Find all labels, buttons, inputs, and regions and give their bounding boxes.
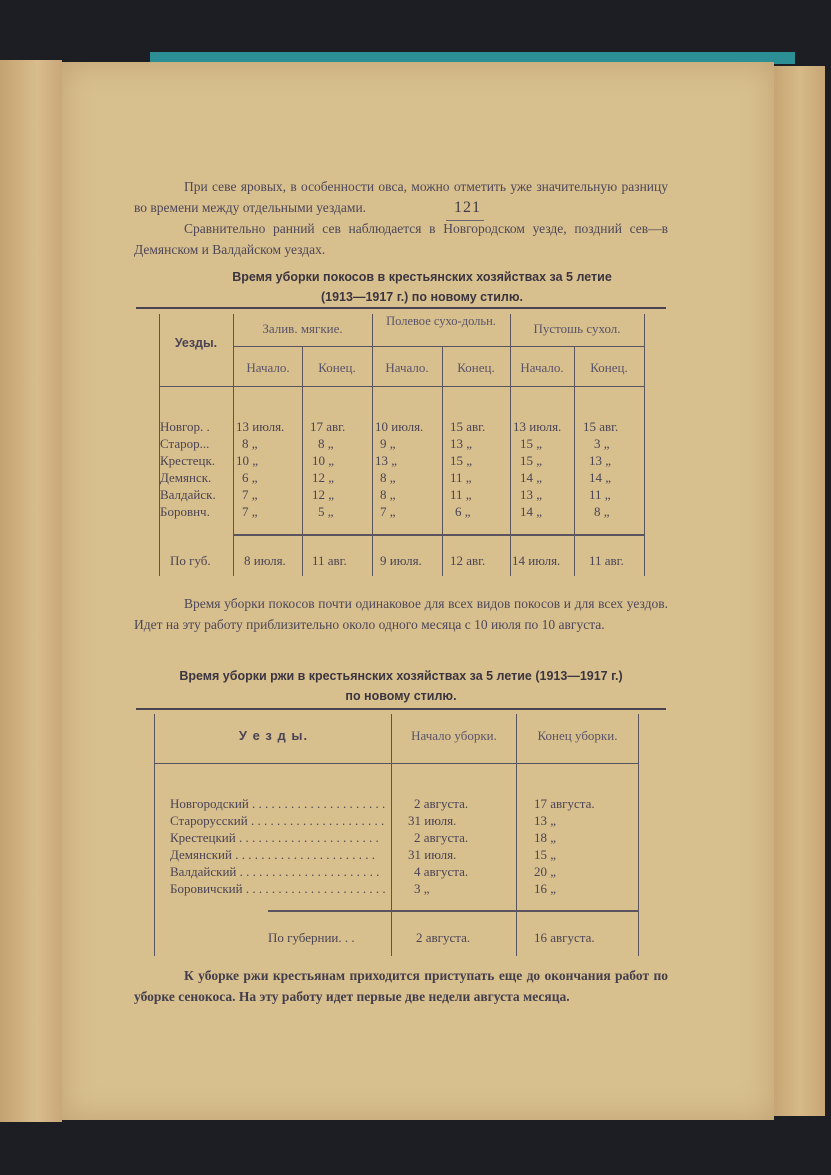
table1-caption-line1: Время уборки покосов в крестьянских хозяйствах за 5 летие — [232, 270, 612, 284]
table1-total-cell: 14 июля. — [512, 553, 561, 568]
table1-cell: 8 „ — [380, 470, 396, 485]
table1-uezd-name: Крестецк. — [160, 453, 216, 468]
table1-cell: 9 „ — [380, 436, 396, 451]
table1-subheader: Конец. — [457, 360, 495, 375]
table1-cell: 11 „ — [589, 487, 611, 502]
table1-cell: 8 „ — [242, 436, 258, 451]
table1-cell: 6 „ — [455, 504, 471, 519]
table1-subheader: Начало. — [246, 360, 290, 375]
table2-start-cell: 31 июля. — [408, 847, 457, 862]
table1-cell: 15 авг. — [583, 419, 619, 434]
table2-start-cell: 4 августа. — [414, 864, 469, 879]
table1-cell: 11 „ — [450, 470, 472, 485]
table1-total-cell: 9 июля. — [380, 553, 422, 568]
table1-cell: 3 „ — [594, 436, 610, 451]
table2-total-end: 16 августа. — [534, 930, 595, 945]
table1-caption-line2: (1913—1917 г.) по новому стилю. — [320, 290, 523, 304]
table2-end-cell: 17 августа. — [534, 796, 595, 811]
table1-uezd-name: Валдайск. — [160, 487, 216, 502]
table2-uezd-name: Крестецкий . . . . . . . . . . . . . . . . . . . . . . — [170, 830, 379, 845]
intro-paragraph-2: Сравнительно ранний сев наблюдается в Новгородском уезде, поздний сев—в Демянском и Валдайском уездах. — [134, 221, 668, 257]
table1-top-rule — [136, 307, 666, 309]
table1-cell: 10 июля. — [375, 419, 424, 434]
table1-total-cell: 11 авг. — [312, 553, 347, 568]
table2-header-uezdy: У е з д ы. — [238, 728, 309, 743]
table2-start-cell: 3 „ — [414, 881, 430, 896]
table1-cell: 13 июля. — [236, 419, 285, 434]
table1-uezd-name: Демянск. — [160, 470, 212, 485]
table1-cell: 7 „ — [242, 504, 258, 519]
table2-uezd-name: Демянский . . . . . . . . . . . . . . . . . . . . . . — [170, 847, 375, 862]
table1-group-header: Полевое сухо-дольн. — [386, 314, 496, 328]
table1-header-uezdy: Уезды. — [174, 336, 218, 350]
table2-uezd-name: Новгородский . . . . . . . . . . . . . . . . . . . . . — [170, 796, 386, 811]
table1-cell: 13 „ — [450, 436, 473, 451]
table1-cell: 10 „ — [312, 453, 335, 468]
table1-cell: 13 „ — [589, 453, 612, 468]
table1-cell: 11 „ — [450, 487, 472, 502]
book-page — [62, 62, 774, 1120]
table2-end-cell: 16 „ — [534, 881, 557, 896]
table2-caption-line1: Время уборки ржи в крестьянских хозяйствах за 5 летие (1913—1917 г.) — [179, 669, 623, 683]
table1-cell: 17 авг. — [310, 419, 346, 434]
table1-group-header: Залив. мягкие. — [262, 321, 343, 336]
table1-cell: 15 „ — [520, 436, 543, 451]
table1-cell: 15 „ — [450, 453, 473, 468]
table2-top-rule — [136, 708, 666, 710]
table1-cell: 14 „ — [589, 470, 612, 485]
left-page-edge — [0, 60, 62, 1122]
table2-end-cell: 13 „ — [534, 813, 557, 828]
mid-paragraph: Время уборки покосов почти одинаковое для всех видов покосов и для всех уездов. Идет на эту работу приблизительно около одного месяца с 10 июля по 10 августа. — [134, 596, 668, 632]
table1-uezd-name: Новгор. . — [160, 419, 210, 434]
table1-group-header: Пустошь сухол. — [533, 321, 621, 336]
table1-uezd-name: Старор... — [160, 436, 210, 451]
table1-cell: 8 „ — [380, 487, 396, 502]
table2-start-cell: 2 августа. — [414, 830, 469, 845]
table2-start-cell: 31 июля. — [408, 813, 457, 828]
intro-paragraph-1: При севе яровых, в особенности овса, можно отметить уже значительную разницу во времени между отдельными уездами. — [134, 179, 668, 215]
table2-header-start: Начало уборки. — [411, 728, 497, 743]
right-page-edge — [774, 66, 825, 1116]
table2-start-cell: 2 августа. — [414, 796, 469, 811]
table1-subheader: Конец. — [318, 360, 356, 375]
table2-uezd-name: Валдайский . . . . . . . . . . . . . . . . . . . . . . — [170, 864, 380, 879]
table2-uezd-name: Старорусский . . . . . . . . . . . . . . . . . . . . . — [170, 813, 385, 828]
table1-total-label: По губ. — [170, 553, 211, 568]
table1-cell: 7 „ — [242, 487, 258, 502]
table1-cell: 7 „ — [380, 504, 396, 519]
page-number: 121 — [454, 199, 481, 216]
table1-cell: 14 „ — [520, 504, 543, 519]
table2-end-cell: 20 „ — [534, 864, 557, 879]
table1-uezd-name: Боровнч. — [160, 504, 210, 519]
table2-total-start: 2 августа. — [416, 930, 471, 945]
table1-subheader: Начало. — [385, 360, 429, 375]
table1-cell: 15 авг. — [450, 419, 486, 434]
table1-cell: 15 „ — [520, 453, 543, 468]
table1-cell: 8 „ — [594, 504, 610, 519]
table1-cell: 8 „ — [318, 436, 334, 451]
table1-cell: 6 „ — [242, 470, 258, 485]
table1-subheader: Конец. — [590, 360, 628, 375]
table1-cell: 13 „ — [520, 487, 543, 502]
table2-total-label: По губернии. . . — [268, 930, 355, 945]
table1-total-cell: 12 авг. — [450, 553, 486, 568]
table1-cell: 13 июля. — [513, 419, 562, 434]
table1-cell: 10 „ — [236, 453, 259, 468]
final-paragraph: К уборке ржи крестьянам приходится приступать еще до окончания работ по уборке сенокоса. На эту работу идет первые две недели августа месяца. — [134, 968, 668, 1004]
table1-subheader: Начало. — [520, 360, 564, 375]
table1-cell: 5 „ — [318, 504, 334, 519]
table2-header-end: Конец уборки. — [537, 728, 618, 743]
table1-cell: 14 „ — [520, 470, 543, 485]
table1-total-cell: 8 июля. — [244, 553, 286, 568]
table2-end-cell: 18 „ — [534, 830, 557, 845]
table1-cell: 12 „ — [312, 470, 335, 485]
table2-end-cell: 15 „ — [534, 847, 557, 862]
table2-uezd-name: Боровичский . . . . . . . . . . . . . . . . . . . . . . — [170, 881, 386, 896]
table2-caption-line2: по новому стилю. — [345, 689, 457, 703]
table1-cell: 12 „ — [312, 487, 335, 502]
table1-cell: 13 „ — [375, 453, 398, 468]
table1-total-cell: 11 авг. — [589, 553, 624, 568]
